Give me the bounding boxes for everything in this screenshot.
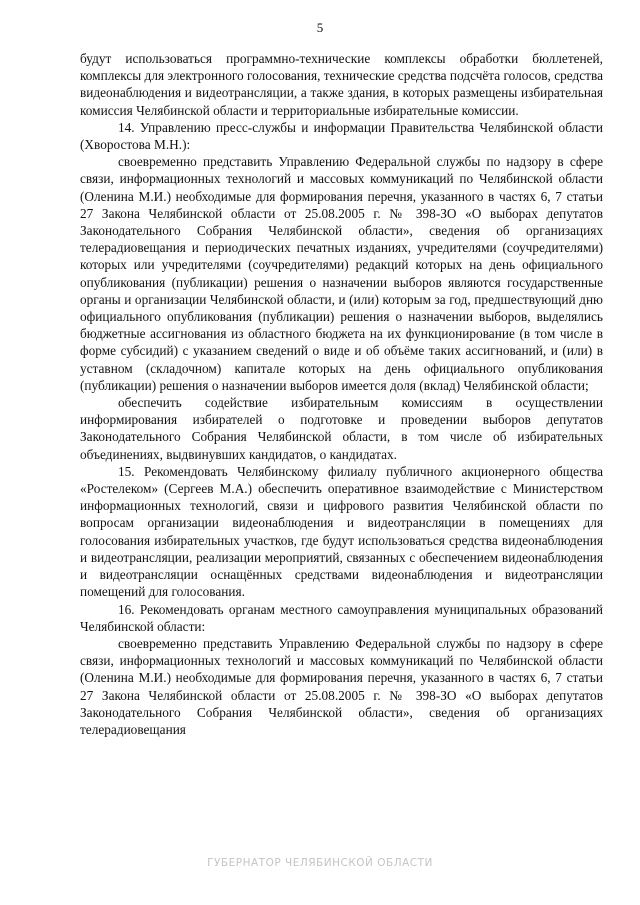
footer-watermark: ГУБЕРНАТОР ЧЕЛЯБИНСКОЙ ОБЛАСТИ [207, 857, 433, 869]
document-body [80, 50, 603, 738]
page-number: 5 [316, 20, 324, 35]
paragraph-item-14-task-2: обеспечить содействие избирательным комиссиям в осуществлении информирования избирателей о подготовке и проведении выборов депутатов Законодательного Собрания Челябинской области, в том числе об избирательных объединениях, выдвинувших кандидатов, о кандидатах. [80, 395, 603, 462]
paragraph-continuation: будут использоваться программно-технические комплексы обработки бюллетеней, комплексы для электронного голосования, технические средства подсчёта голосов, средства видеонаблюдения и видеотрансляции, а также здания, в которых размещены избирательная комиссия Челябинской области и территориальные избирательные комиссии. [80, 51, 603, 118]
paragraph-item-14-task-1: своевременно представить Управлению Федеральной службы по надзору в сфере связи, информационных технологий и массовых коммуникаций по Челябинской области (Оленина М.И.) необходимые для формирования перечня, указанного в частях 6, 7 статьи 27 Закона Челябинской области от 25.08.2005 г. № 398-ЗО «О выборах депутатов Законодательного Собрания Челябинской области», сведения об организациях телерадиовещания и периодических печатных изданиях, учредителями (соучредителями) которых или учредителями (соучредителями) редакций которых на день официального опубликования (публикации) решения о назначении выборов являются государственные органы и организации Челябинской области, и (или) которым за год, предшествующий дню официального опубликования (публикации) решения о назначении выборов, выделялись бюджетные ассигнования из областного бюджета на их функционирование (в том числе в форме субсидий) с указанием сведений о виде и об объёме таких ассигнований, и (или) в уставном (складочном) капитале которых на день официального опубликования (публикации) решения о назначении выборов имеется доля (вклад) Челябинской области; [80, 154, 603, 393]
paragraph-item-14: 14. Управлению пресс-службы и информации Правительства Челябинской области (Хворостова М.Н.): [80, 119, 603, 153]
paragraph-item-15: 15. Рекомендовать Челябинскому филиалу публичного акционерного общества «Ростелеком» (Сергеев М.А.) обеспечить оперативное взаимодействие с Министерством информационных технологий, связи и цифрового развития Челябинской области по вопросам организации видеонаблюдения и видеотрансляции в помещениях для голосования избирательных участков, где будут использоваться средства видеонаблюдения и видеотрансляции, реализации мероприятий, связанных с обеспечением видеонаблюдения и видеотрансляции оснащённых средствами видеонаблюдения и видеотрансляции помещений для голосования. [80, 463, 603, 600]
paragraph-item-16-task-1: своевременно представить Управлению Федеральной службы по надзору в сфере связи, информационных технологий и массовых коммуникаций по Челябинской области (Оленина М.И.) необходимые для формирования перечня, указанного в частях 6, 7 статьи 27 Закона Челябинской области от 25.08.2005 г. № 398-ЗО «О выборах депутатов Законодательного Собрания Челябинской области», сведения об организациях телерадиовещания [80, 635, 603, 737]
paragraph-item-16: 16. Рекомендовать органам местного самоуправления муниципальных образований Челябинской области: [80, 601, 603, 634]
